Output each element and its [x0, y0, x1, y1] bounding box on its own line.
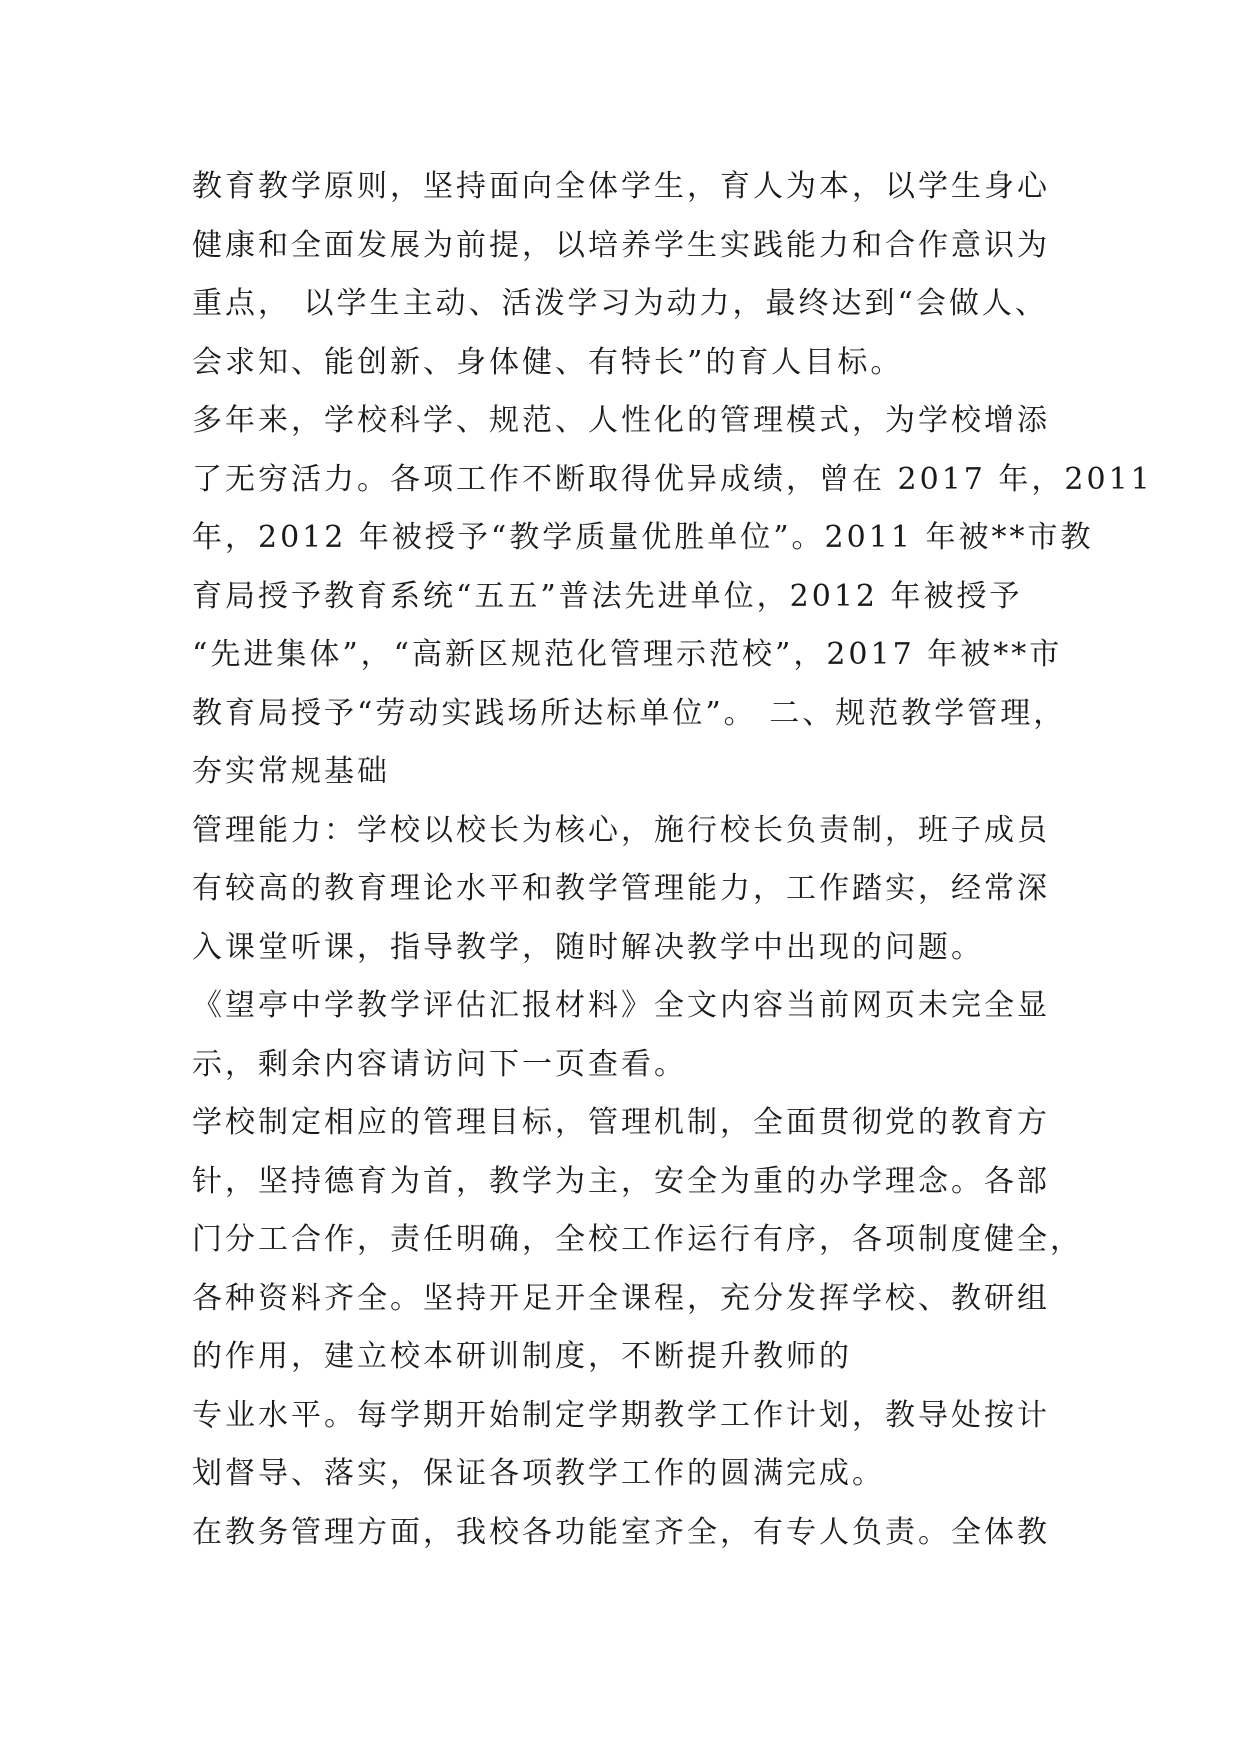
text-line: 在教务管理方面，我校各功能室齐全，有专人负责。全体教 — [192, 1514, 1050, 1550]
text-line: 会求知、能创新、身体健、有特长”的育人目标。 — [192, 344, 904, 380]
text-line: 育局授予教育系统“五五”普法先进单位，2012 年被授予 — [192, 578, 1023, 614]
text-line: 夯实常规基础 — [192, 754, 390, 789]
text-line: 各种资料齐全。坚持开足开全课程，充分发挥学校、教研组 — [192, 1280, 1050, 1316]
text-line: “先进集体”，“高新区规范化管理示范校”，2017 年被**市 — [192, 637, 1063, 672]
text-line: 《望亭中学教学评估汇报材料》全文内容当前网页未完全显 — [192, 988, 1050, 1023]
text-line: 划督导、落实，保证各项教学工作的圆满完成。 — [192, 1456, 885, 1491]
text-line: 教育教学原则，坚持面向全体学生，育人为本，以学生身心 — [192, 169, 1050, 204]
text-line: 针，坚持德育为首，教学为主，安全为重的办学理念。各部 — [192, 1163, 1050, 1199]
text-line: 门分工合作，责任明确，全校工作运行有序，各项制度健全， — [192, 1222, 1083, 1257]
text-line: 管理能力：学校以校长为核心，施行校长负责制，班子成员 — [192, 812, 1050, 848]
text-line: 了无穷活力。各项工作不断取得优异成绩，曾在 2017 年，2011 — [192, 461, 1153, 497]
text-line: 示，剩余内容请访问下一页查看。 — [192, 1046, 687, 1082]
text-line: 重点， 以学生主动、活泼学习为动力，最终达到“会做人、 — [192, 286, 1048, 321]
text-line: 教育局授予“劳动实践场所达标单位”。 二、规范教学管理， — [192, 695, 1067, 731]
text-line: 有较高的教育理论水平和教学管理能力，工作踏实，经常深 — [192, 871, 1050, 906]
text-line: 多年来，学校科学、规范、人性化的管理模式，为学校增添 — [192, 403, 1050, 438]
document-body — [192, 158, 1153, 1562]
text-line: 健康和全面发展为前提，以培养学生实践能力和合作意识为 — [192, 227, 1050, 263]
text-line: 的作用，建立校本研训制度，不断提升教师的 — [192, 1339, 852, 1374]
text-line: 学校制定相应的管理目标，管理机制，全面贯彻党的教育方 — [192, 1105, 1050, 1140]
text-line: 年，2012 年被授予“教学质量优胜单位”。2011 年被**市教 — [192, 520, 1094, 555]
text-line: 专业水平。每学期开始制定学期教学工作计划，教导处按计 — [192, 1397, 1050, 1433]
text-line: 入课堂听课，指导教学，随时解决教学中出现的问题。 — [192, 929, 984, 965]
